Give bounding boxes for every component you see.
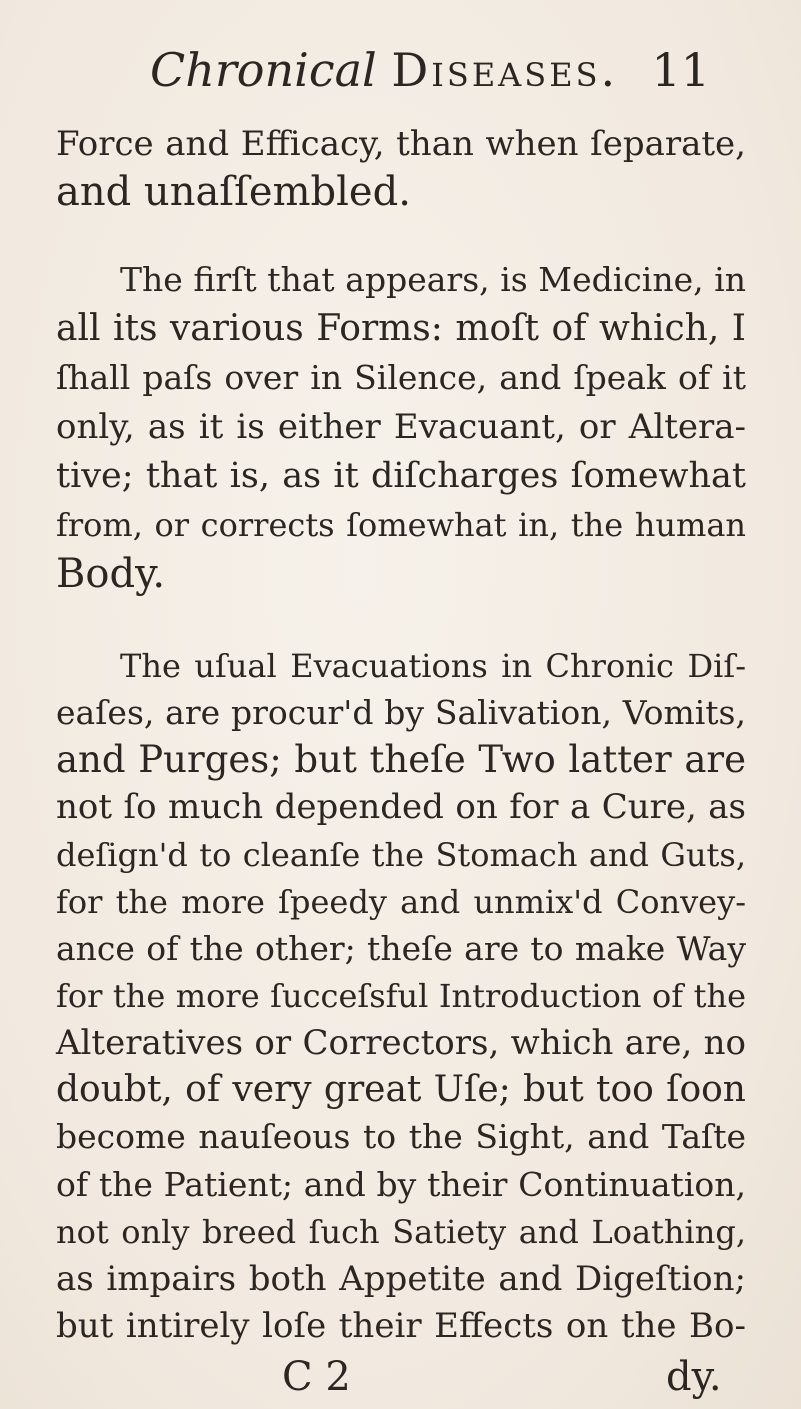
text-line: Force and Efficacy, than when ſeparate, <box>56 124 746 164</box>
signature-mark: C 2 <box>282 1354 351 1400</box>
text-line: deſign'd to cleanſe the Stomach and Guts, <box>56 836 746 874</box>
text-line: not only breed ſuch Satiety and Loathing, <box>56 1213 746 1251</box>
text-line: and unaſſembled. <box>56 169 411 215</box>
text-line: and Purges; but theſe Two latter are <box>56 738 746 781</box>
page-number: 11 <box>651 43 710 97</box>
text-line: not ſo much depended on for a Cure, as <box>56 787 746 827</box>
text-line: Body. <box>56 551 166 597</box>
text-line: doubt, of very great Uſe; but too ſoon <box>56 1069 746 1110</box>
text-line: as impairs both Appetite and Digeſtion; <box>56 1259 746 1299</box>
catchword: dy. <box>666 1354 722 1400</box>
text-line: for the more ſpeedy and unmix'd Convey- <box>56 883 746 921</box>
text-line: ſhall paſs over in Silence, and ſpeak of it <box>56 358 746 397</box>
text-line: Alteratives or Correctors, which are, no <box>56 1023 746 1063</box>
running-title: Chronical <box>150 43 377 97</box>
text-line: The uſual Evacuations in Chronic Diſ- <box>120 647 746 685</box>
text-line: become nauſeous to the Sight, and Taſte <box>56 1117 746 1156</box>
text-line: of the Patient; and by their Continuation, <box>56 1165 746 1204</box>
text-line: only, as it is either Evacuant, or Altera- <box>56 407 746 447</box>
text-line: for the more ſucceſsful Introduction of the <box>56 977 746 1015</box>
running-title-caps: Diseases. <box>391 43 619 97</box>
text-line: from, or corrects ſomewhat in, the human <box>56 506 746 544</box>
text-line: but intirely loſe their Effects on the Bo- <box>56 1306 746 1346</box>
text-line: tive; that is, as it diſcharges ſomewhat <box>56 456 746 496</box>
page-footer <box>0 1352 801 1402</box>
text-line: eaſes, are procur'd by Salivation, Vomits, <box>56 693 746 732</box>
text-line: The firſt that appears, is Medicine, in <box>120 260 746 299</box>
text-line: all its various Forms: moſt of which, I <box>56 308 746 349</box>
text-line: ance of the other; theſe are to make Way <box>56 929 746 968</box>
running-header <box>150 40 710 100</box>
